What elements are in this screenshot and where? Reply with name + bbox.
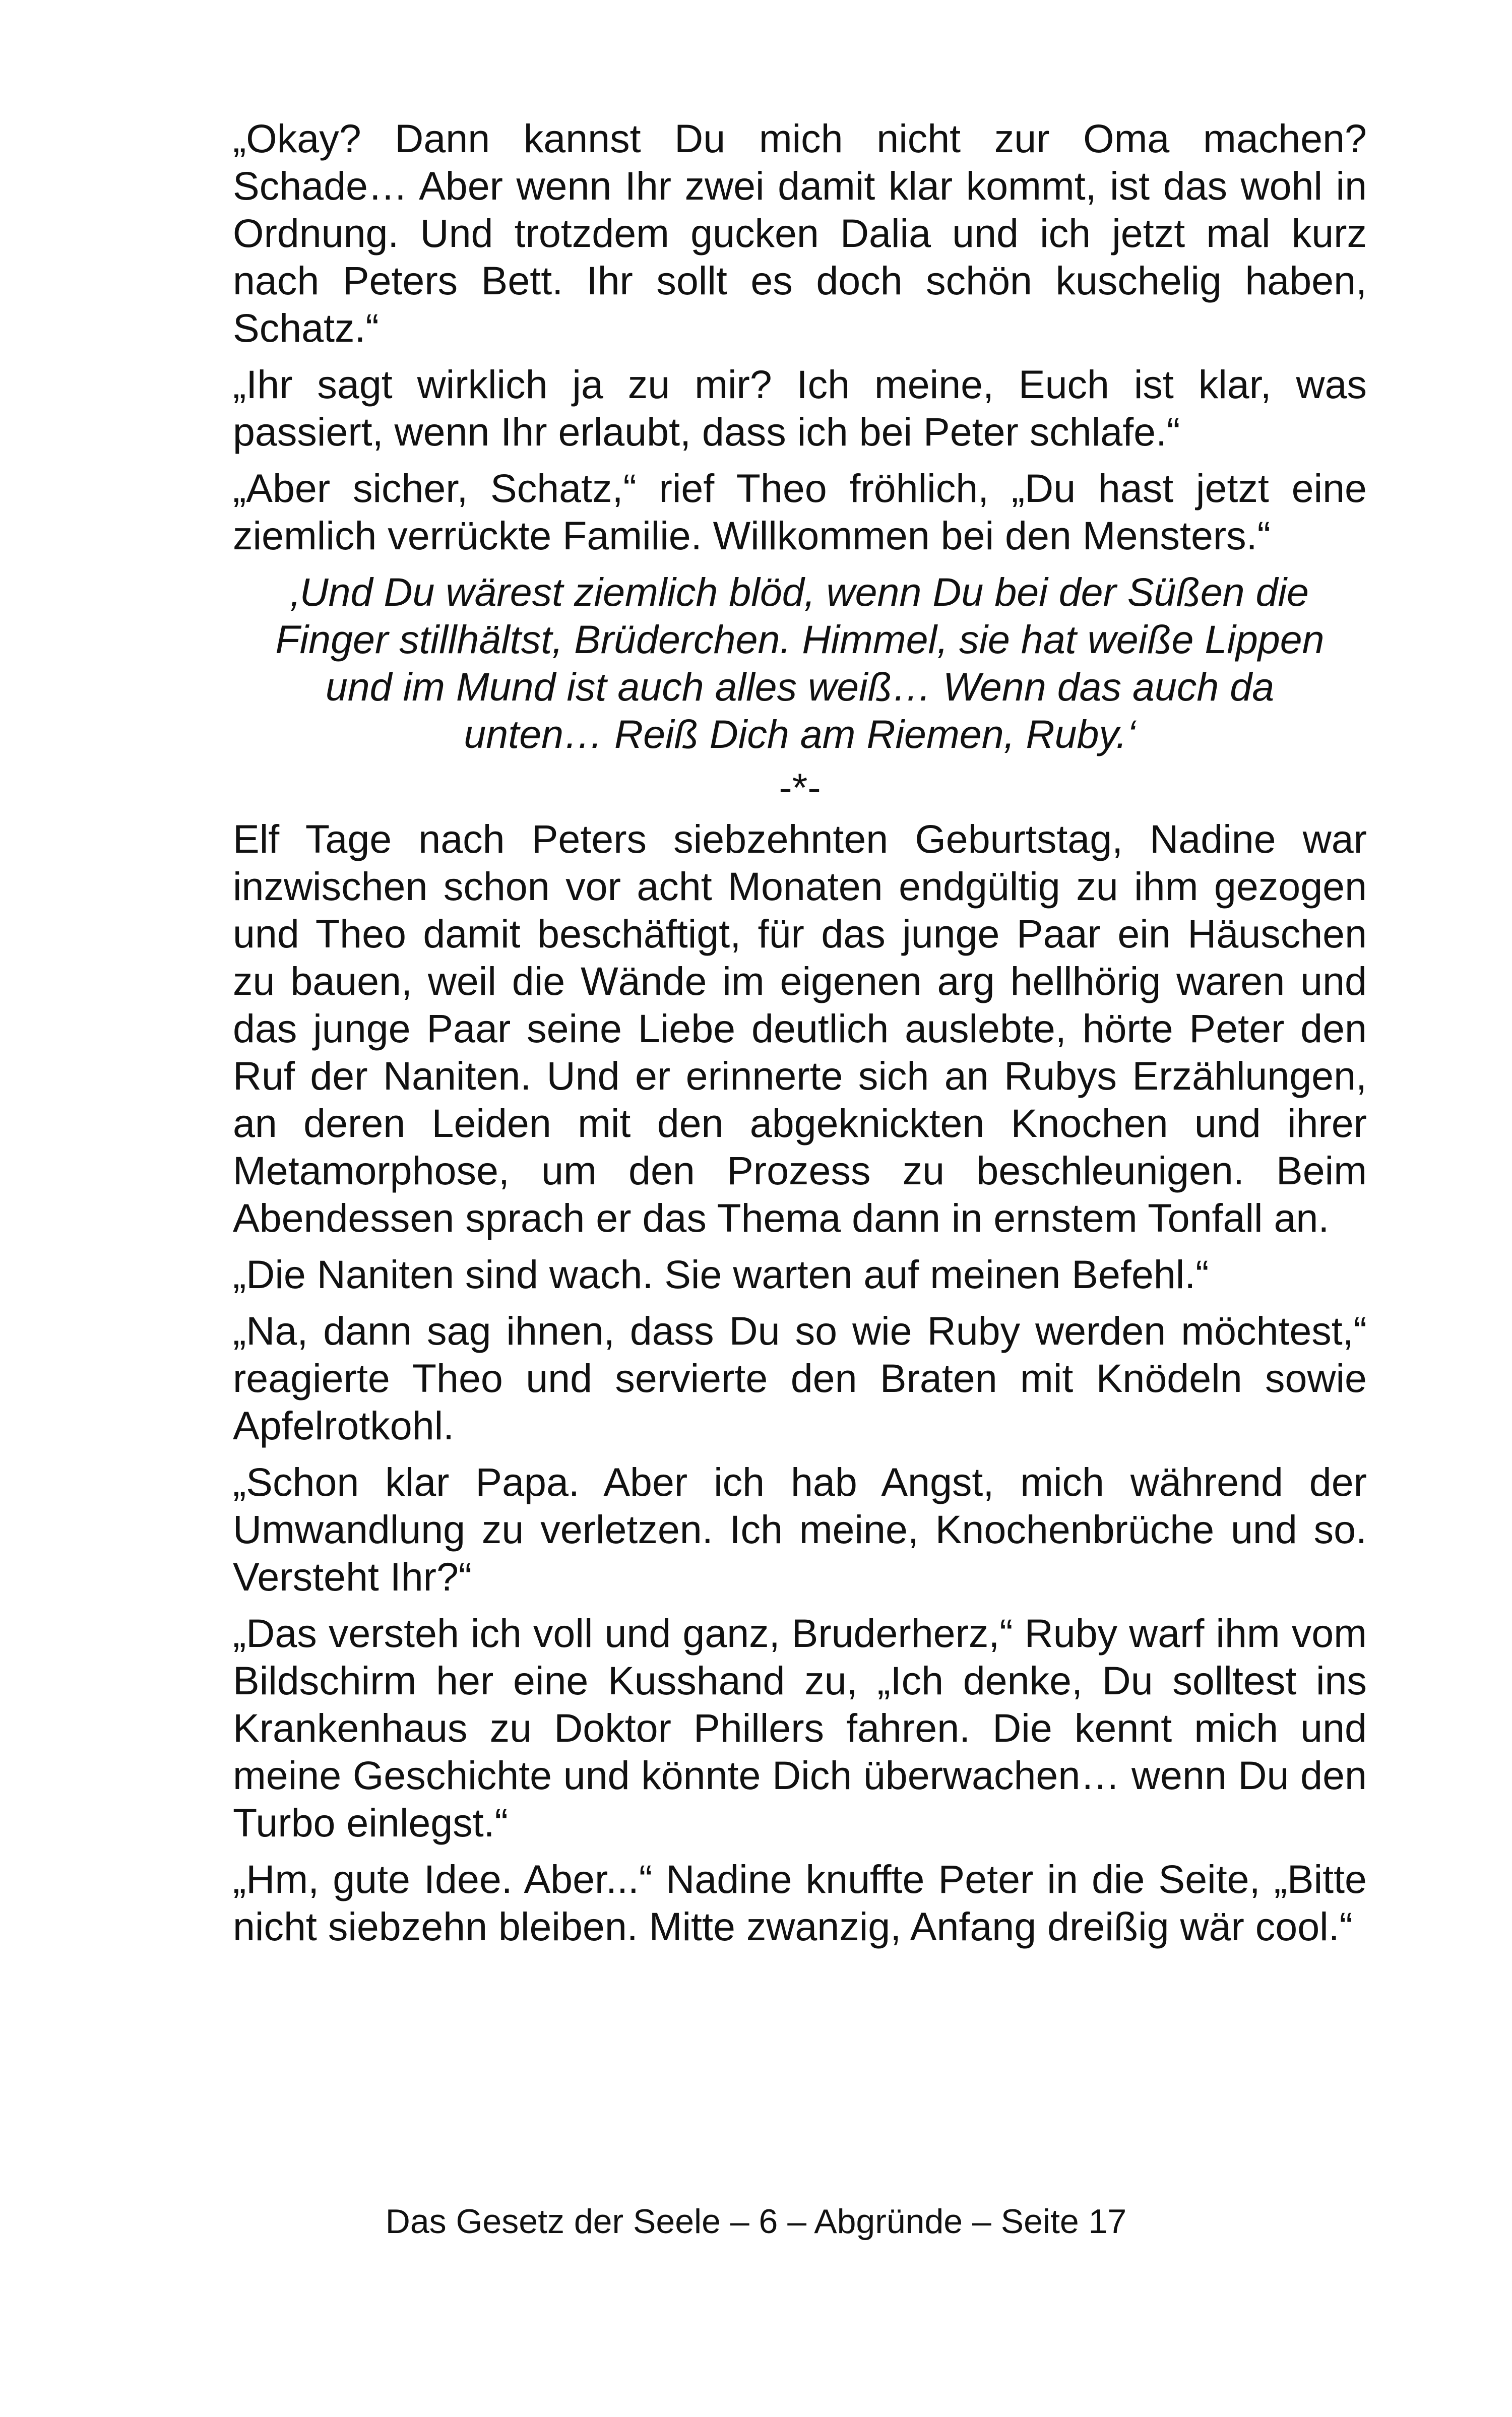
paragraph: „Das versteh ich voll und ganz, Bruderherz,“ Ruby warf ihm vom Bildschirm her eine Kusshand zu, „Ich denke, Du solltest ins Krankenhaus zu Doktor Phillers fahren. Die kennt mich und meine Geschichte und könnte Dich überwachen… wenn Du den Turbo einlegst.“ bbox=[233, 1611, 1367, 1845]
italic-line: unten… Reiß Dich am Riemen, Ruby.‘ bbox=[464, 712, 1136, 756]
paragraph: „Die Naniten sind wach. Sie warten auf meinen Befehl.“ bbox=[233, 1252, 1209, 1297]
paragraph: „Aber sicher, Schatz,“ rief Theo fröhlich, „Du hast jetzt eine ziemlich verrückte Familie. Willkommen bei den Mensters.“ bbox=[233, 466, 1367, 558]
italic-line: Finger stillhältst, Brüderchen. Himmel, sie hat weiße Lippen bbox=[275, 617, 1325, 662]
paragraph: „Schon klar Papa. Aber ich hab Angst, mich während der Umwandlung zu verletzen. Ich meine, Knochenbrüche und so. Versteht Ihr?“ bbox=[233, 1459, 1367, 1599]
paragraph: „Na, dann sag ihnen, dass Du so wie Ruby werden möchtest,“ reagierte Theo und servierte den Braten mit Knödeln sowie Apfelrotkohl. bbox=[233, 1308, 1367, 1448]
paragraph: „Okay? Dann kannst Du mich nicht zur Oma machen? Schade… Aber wenn Ihr zwei damit klar kommt, ist das wohl in Ordnung. Und trotzdem gucken Dalia und ich jetzt mal kurz nach Peters Bett. Ihr sollt es doch schön kuschelig haben, Schatz.“ bbox=[233, 116, 1367, 350]
paragraph: Elf Tage nach Peters siebzehnten Geburtstag, Nadine war inzwischen schon vor acht Monaten endgültig zu ihm gezogen und Theo damit beschäftigt, für das junge Paar ein Häuschen zu bauen, weil die Wände im eigenen arg hellhörig waren und das junge Paar seine Liebe deutlich auslebte, hörte Peter den Ruf der Naniten. Und er erinnerte sich an Rubys Erzählungen, an deren Leiden mit den abgeknickten Knochen und ihrer Metamorphose, um den Prozess zu beschleunigen. Beim Abendessen sprach er das Thema dann in ernstem Tonfall an. bbox=[233, 816, 1367, 1240]
italic-line: ‚Und Du wärest ziemlich blöd, wenn Du bei der Süßen die bbox=[291, 569, 1309, 614]
italic-thought-block bbox=[233, 568, 1367, 758]
paragraph: „Ihr sagt wirklich ja zu mir? Ich meine, Euch ist klar, was passiert, wenn Ihr erlaubt, dass ich bei Peter schlafe.“ bbox=[233, 362, 1367, 454]
italic-line: und im Mund ist auch alles weiß… Wenn das auch da bbox=[325, 664, 1275, 709]
scene-separator: -*- bbox=[779, 765, 821, 810]
paragraph: „Hm, gute Idee. Aber...“ Nadine knuffte Peter in die Seite, „Bitte nicht siebzehn bleiben. Mitte zwanzig, Anfang dreißig wär cool.“ bbox=[233, 1857, 1367, 1949]
page-footer: Das Gesetz der Seele – 6 – Abgründe – Seite 17 bbox=[385, 2202, 1127, 2241]
page-body bbox=[233, 115, 1367, 1959]
